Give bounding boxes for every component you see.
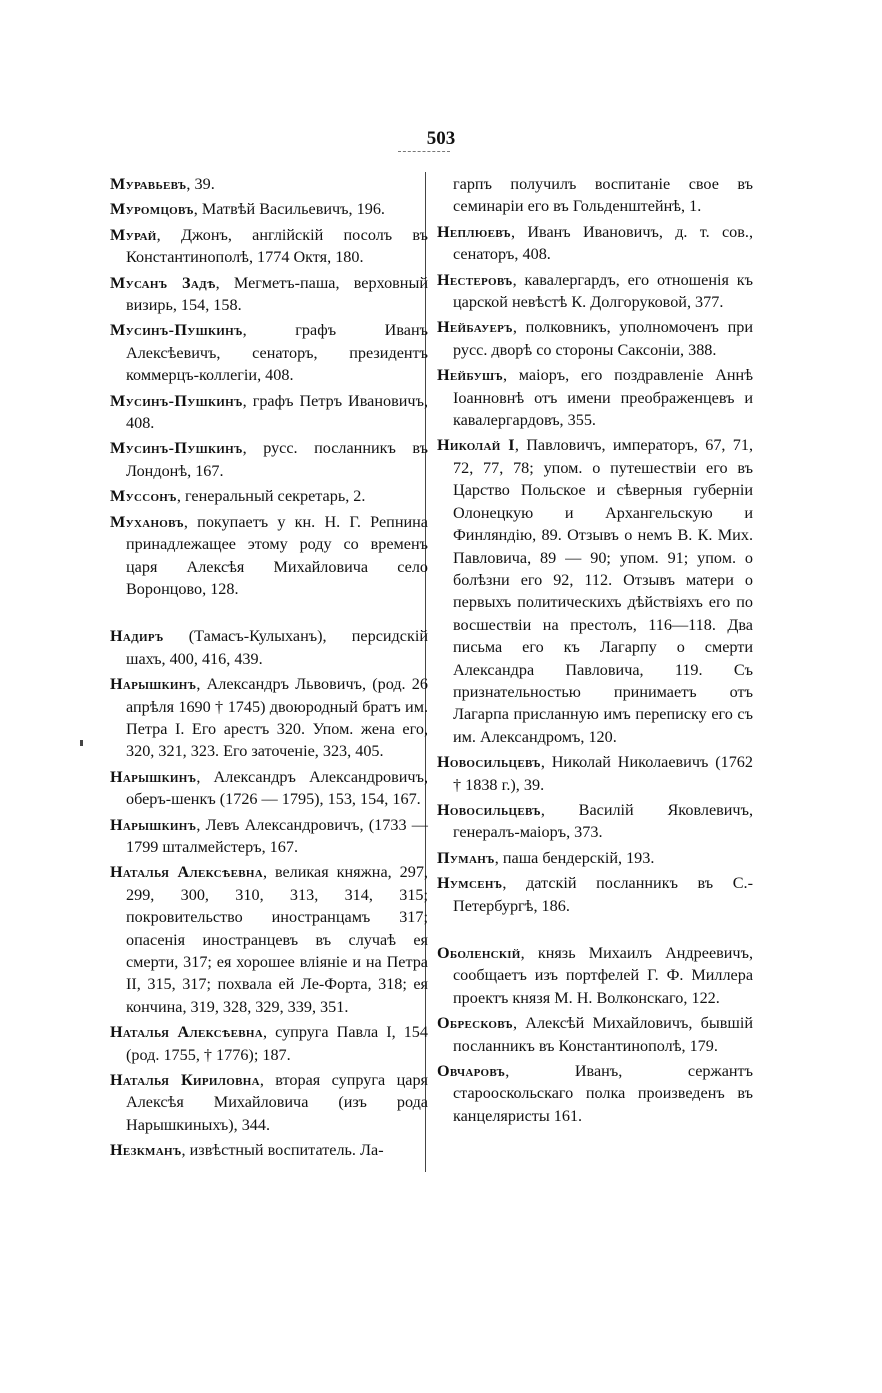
index-entry <box>110 319 428 386</box>
index-entry <box>437 751 753 796</box>
entry-headword: Наталья Алексѣевна <box>110 1023 264 1042</box>
index-entry <box>110 437 428 482</box>
index-entry <box>110 485 428 507</box>
entry-headword: Муромцовъ <box>110 200 194 219</box>
margin-mark <box>80 740 83 746</box>
entry-text: , Александръ Александровичъ, оберъ-шенкъ (1726 — 1795), 153, 154, 167. <box>126 767 428 809</box>
entry-headword: Нейбушъ <box>437 366 504 385</box>
entry-headword: Нарышкинъ <box>110 675 197 694</box>
entry-text: , покупаетъ у кн. Н. Г. Репнина принадлежащее этому роду со временъ царя Алексѣя Михайловича село Воронцово, 128. <box>126 512 428 598</box>
index-entry <box>110 861 428 1018</box>
entry-headword: Оболенскій <box>437 944 521 962</box>
index-entry <box>110 272 428 317</box>
index-entry <box>110 173 428 195</box>
entry-text: , Павловичъ, императоръ, 67, 71, 72, 77, 78; упом. о путешествіи его въ Царство Польское и сѣверныя губерніи Олонецкую и Архангельскую и Финляндію, 89. Отзывъ о немъ В. К. Мих. Павловича, 89 — 90; упом. 91; упом. о болѣзни его 92, 112. Отзывъ матери о первыхъ политическихъ дѣйствіяхъ его по восшествіи на престолъ, 116—118. Два письма его къ Лагарпу о смерти Александра Павловича, 119. Съ признательностью принимаетъ отъ Лагарпа присланную имъ переписку его съ им. Александромъ, 120. <box>453 436 753 746</box>
index-entry <box>110 625 428 670</box>
index-entry <box>437 221 753 266</box>
entry-text: , 39. <box>186 175 215 193</box>
entry-headword: Мухановъ <box>110 512 184 531</box>
entry-text: , маіоръ, его поздравленіе Аннѣ Іоанновнѣ отъ имени преображенцевъ и кавалергардовъ, 355. <box>453 366 753 430</box>
entry-text: , Матвѣй Васильевичъ, 196. <box>193 200 385 219</box>
index-entry <box>110 1139 428 1161</box>
entry-text: , графъ Петръ Ивановичъ, 408. <box>126 391 428 433</box>
index-entry <box>110 1069 428 1136</box>
entry-headword: Незкманъ <box>110 1141 182 1160</box>
entry-headword: Наталья Кириловна <box>110 1071 260 1090</box>
entry-text: (Тамасъ-Кулыханъ), персидскій шахъ, 400, 416, 439. <box>126 627 428 668</box>
entry-headword: Новосильцевъ <box>437 753 541 772</box>
entry-text: , кавалергардъ, его отношенія къ царской невѣстѣ К. Долгоруковой, 377. <box>453 270 753 312</box>
index-entry <box>110 390 428 435</box>
entry-headword: Мусинъ-Пушкинъ <box>110 391 243 410</box>
index-entry <box>437 316 753 361</box>
index-entry <box>437 269 753 314</box>
index-entry <box>437 942 753 1009</box>
index-entry <box>110 766 428 811</box>
index-entry <box>437 847 753 869</box>
entry-text: , Александръ Львовичъ, (род. 26 апрѣля 1690 † 1745) двоюродный братъ им. Петра I. Его арестъ 320. Упом. жена его, 320, 321, 323. Его заточеніе, 323, 405. <box>126 675 428 761</box>
entry-headword: Муссонъ <box>110 487 177 506</box>
entry-headword: Мусинъ-Пушкинъ <box>110 321 243 340</box>
entry-headword: Обресковъ <box>437 1014 513 1033</box>
index-entry <box>437 799 753 844</box>
index-entry <box>437 872 753 917</box>
entry-headword: Мусинъ-Пушкинъ <box>110 439 243 458</box>
index-entry <box>110 814 428 859</box>
index-entry <box>437 1012 753 1057</box>
entry-headword: Овчаровъ <box>437 1062 506 1081</box>
entry-headword: Новосильцевъ <box>437 800 541 819</box>
index-entry <box>437 434 753 748</box>
entry-headword: Пуманъ <box>437 848 495 867</box>
index-entry <box>110 198 428 220</box>
index-column-right <box>437 173 753 1130</box>
index-entry-continued <box>437 173 753 218</box>
entry-text: , Николай Николаевичъ (1762 † 1838 г.), 39. <box>453 753 753 794</box>
index-entry <box>437 1060 753 1127</box>
entry-headword: Наталья Алексѣевна <box>110 863 263 882</box>
entry-text: , супруга Павла I, 154 (род. 1755, † 1776); 187. <box>126 1023 428 1064</box>
entry-headword: Нейбауеръ <box>437 318 513 337</box>
index-entry <box>110 1021 428 1066</box>
entry-headword: Нарышкинъ <box>110 767 197 786</box>
entry-text: , Иванъ Ивановичъ, д. т. сов., сенаторъ, 408. <box>453 222 753 264</box>
index-column-left <box>110 173 428 1165</box>
entry-text: , паша бендерскій, 193. <box>494 848 655 867</box>
entry-headword: Мусанъ Задѣ <box>110 273 216 292</box>
entry-text: , Джонъ, англійскій посолъ въ Константинополѣ, 1774 Октя, 180. <box>126 225 428 267</box>
entry-text: , генеральный секретарь, 2. <box>176 487 366 506</box>
index-entry <box>437 364 753 431</box>
header-rule <box>398 151 450 152</box>
entry-headword: Николай I <box>437 436 515 455</box>
entry-text: , Иванъ, сержантъ старооскольскаго полка произведенъ въ канцеляристы 161. <box>453 1062 753 1125</box>
entry-headword: Нарышкинъ <box>110 815 197 834</box>
entry-headword: Надиръ <box>110 627 164 646</box>
entry-headword: Неплюевъ <box>437 222 511 241</box>
entry-headword: Мурай <box>110 225 157 244</box>
entry-text: , великая княжна, 297, 299, 300, 310, 313, 314, 315; покровительство иностранцамъ 317; опасенія иностранцевъ въ случаѣ ея смерти, 317; ея хорошее вліяніе и на Петра II, 315, 317; похвала ей Ле-Форта, 318; ея кончина, 319, 328, 329, 339, 351. <box>126 863 428 1016</box>
entry-headword: Нумсенъ <box>437 874 503 893</box>
index-entry <box>110 224 428 269</box>
entry-text: , русс. посланникъ въ Лондонѣ, 167. <box>126 439 428 480</box>
entry-text: , полковникъ, уполномоченъ при русс. дворѣ со стороны Саксоніи, 388. <box>453 318 753 359</box>
entry-text: , Мегметъ-паша, верховный визирь, 154, 158. <box>126 273 429 315</box>
entry-text: , извѣстный воспитатель. Ла- <box>181 1141 384 1160</box>
entry-text: , Левъ Александровичъ, (1733 — 1799 шталмейстеръ, 167. <box>126 815 428 856</box>
entry-text: гарпъ получилъ воспитаніе свое въ семинаріи его въ Гольденштейнѣ, 1. <box>453 175 753 216</box>
entry-text: , Алексѣй Михайловичъ, бывшій посланникъ въ Константинополѣ, 179. <box>453 1014 753 1055</box>
entry-text: , Василій Яковлевичъ, генералъ-маіоръ, 373. <box>453 800 753 842</box>
index-entry <box>110 511 428 601</box>
entry-text: , графъ Иванъ Алексѣевичъ, сенаторъ, президентъ коммерцъ-коллегіи, 408. <box>126 321 428 385</box>
entry-headword: Муравьевъ <box>110 175 187 193</box>
page-number: 503 <box>426 128 456 149</box>
entry-text: , вторая супруга царя Алексѣя Михайловича (изъ рода Нарышкиныхъ), 344. <box>126 1071 428 1134</box>
entry-text: , князь Михаилъ Андреевичъ, сообщаетъ изъ портфелей Г. Ф. Миллера проектъ князя М. Н. Волконскаго, 122. <box>453 944 753 1007</box>
entry-text: , датскій посланникъ въ С.-Петербургѣ, 186. <box>453 874 753 915</box>
entry-headword: Нестеровъ <box>437 270 513 289</box>
index-entry <box>110 673 428 763</box>
